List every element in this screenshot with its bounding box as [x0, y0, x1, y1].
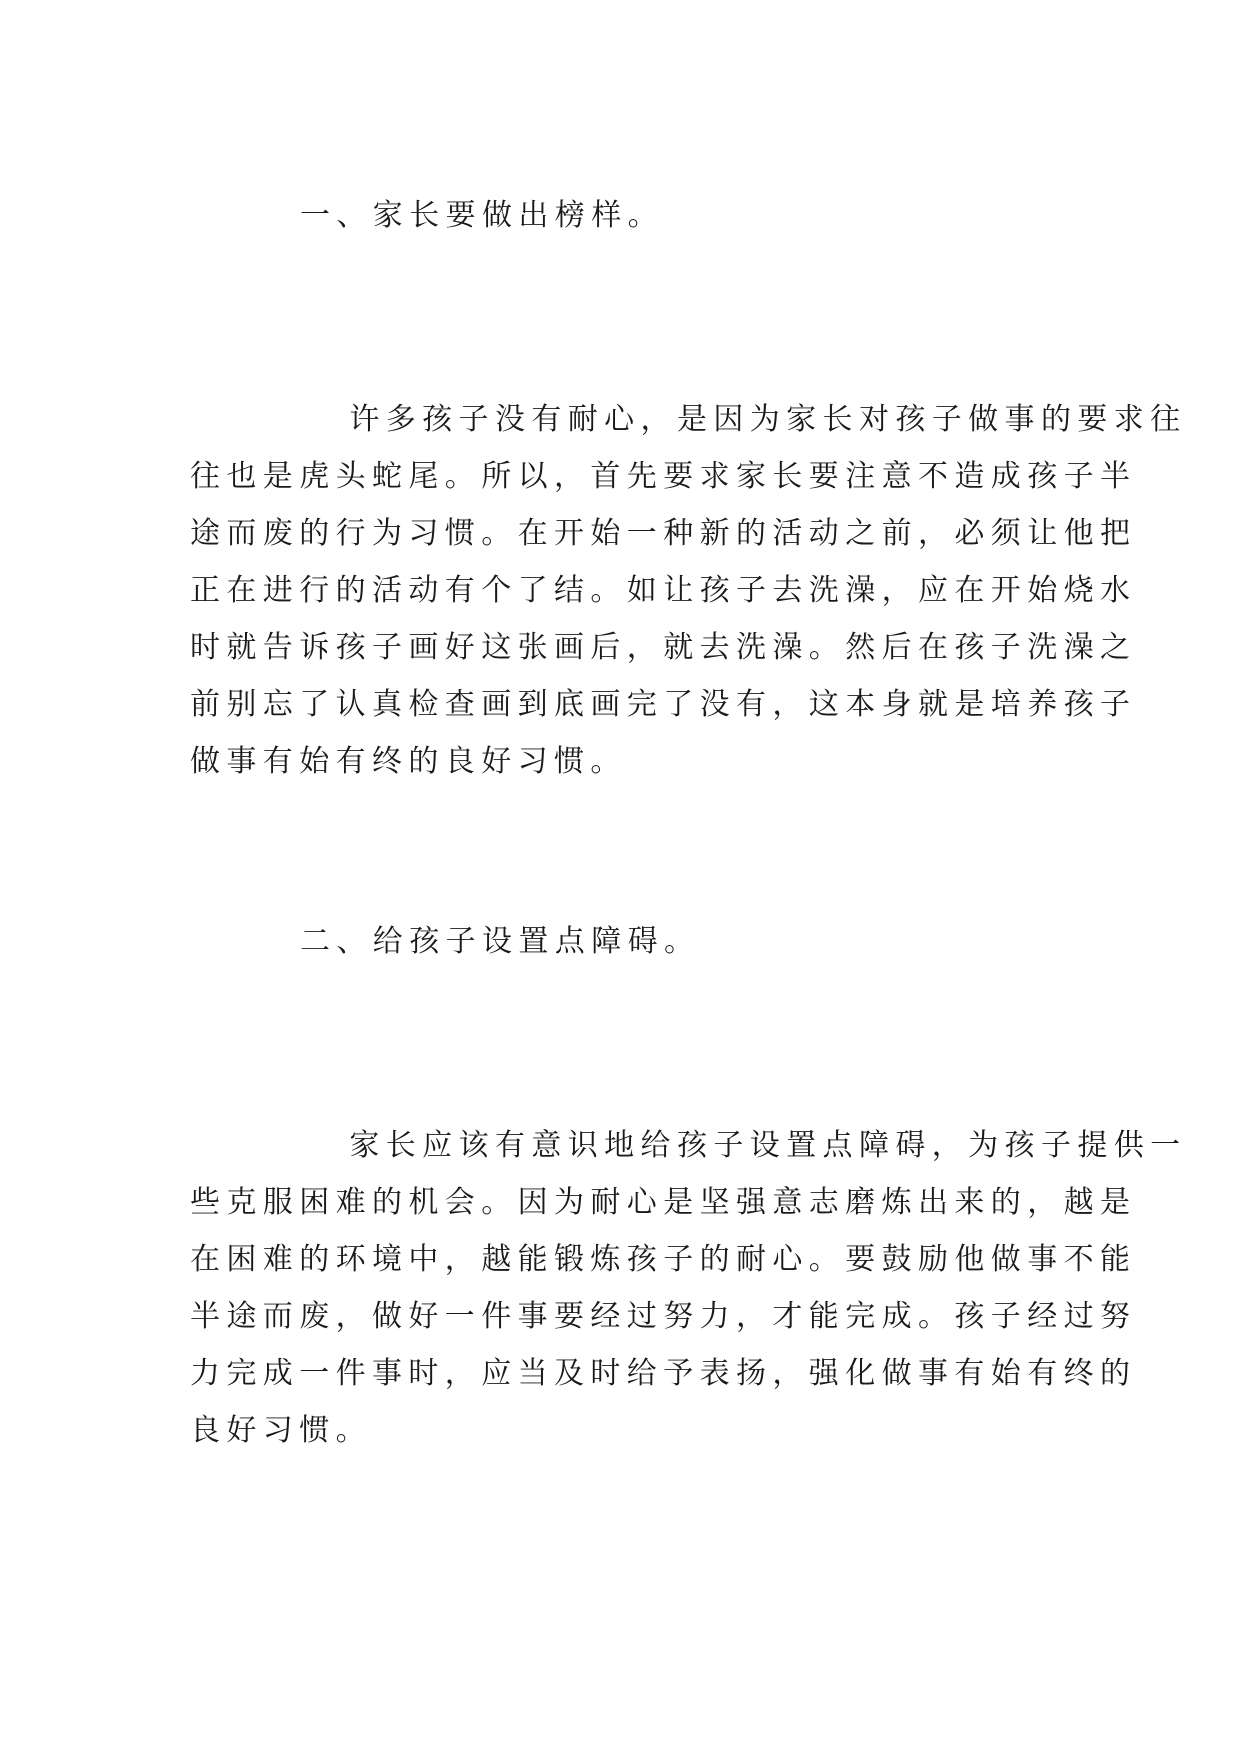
- paragraph-line: 家长应该有意识地给孩子设置点障碍，为孩子提供一: [190, 1128, 1187, 1163]
- section-2-heading: [300, 913, 1160, 970]
- section-2-paragraph: [190, 1117, 1187, 1459]
- heading-text: 一、家长要做出榜样。: [300, 198, 664, 233]
- paragraph-line: 许多孩子没有耐心，是因为家长对孩子做事的要求往: [190, 402, 1187, 437]
- heading-text: 二、给孩子设置点障碍。: [300, 924, 701, 959]
- paragraph-line: 在困难的环境中，越能锻炼孩子的耐心。要鼓励他做事不能: [190, 1242, 1137, 1277]
- paragraph-line: 半途而废，做好一件事要经过努力，才能完成。孩子经过努: [190, 1299, 1137, 1334]
- paragraph-line: 时就告诉孩子画好这张画后，就去洗澡。然后在孩子洗澡之: [190, 630, 1137, 665]
- section-1-heading: [300, 187, 1160, 244]
- paragraph-line: 做事有始有终的良好习惯。: [190, 744, 627, 779]
- paragraph-line: 途而废的行为习惯。在开始一种新的活动之前，必须让他把: [190, 516, 1137, 551]
- paragraph-line: 往也是虎头蛇尾。所以，首先要求家长要注意不造成孩子半: [190, 459, 1137, 494]
- section-1-paragraph: [190, 391, 1187, 790]
- paragraph-line: 正在进行的活动有个了结。如让孩子去洗澡，应在开始烧水: [190, 573, 1137, 608]
- paragraph-line: 良好习惯。: [190, 1413, 372, 1448]
- paragraph-line: 些克服困难的机会。因为耐心是坚强意志磨炼出来的，越是: [190, 1185, 1137, 1220]
- paragraph-line: 力完成一件事时，应当及时给予表扬，强化做事有始有终的: [190, 1356, 1137, 1391]
- paragraph-line: 前别忘了认真检查画到底画完了没有，这本身就是培养孩子: [190, 687, 1137, 722]
